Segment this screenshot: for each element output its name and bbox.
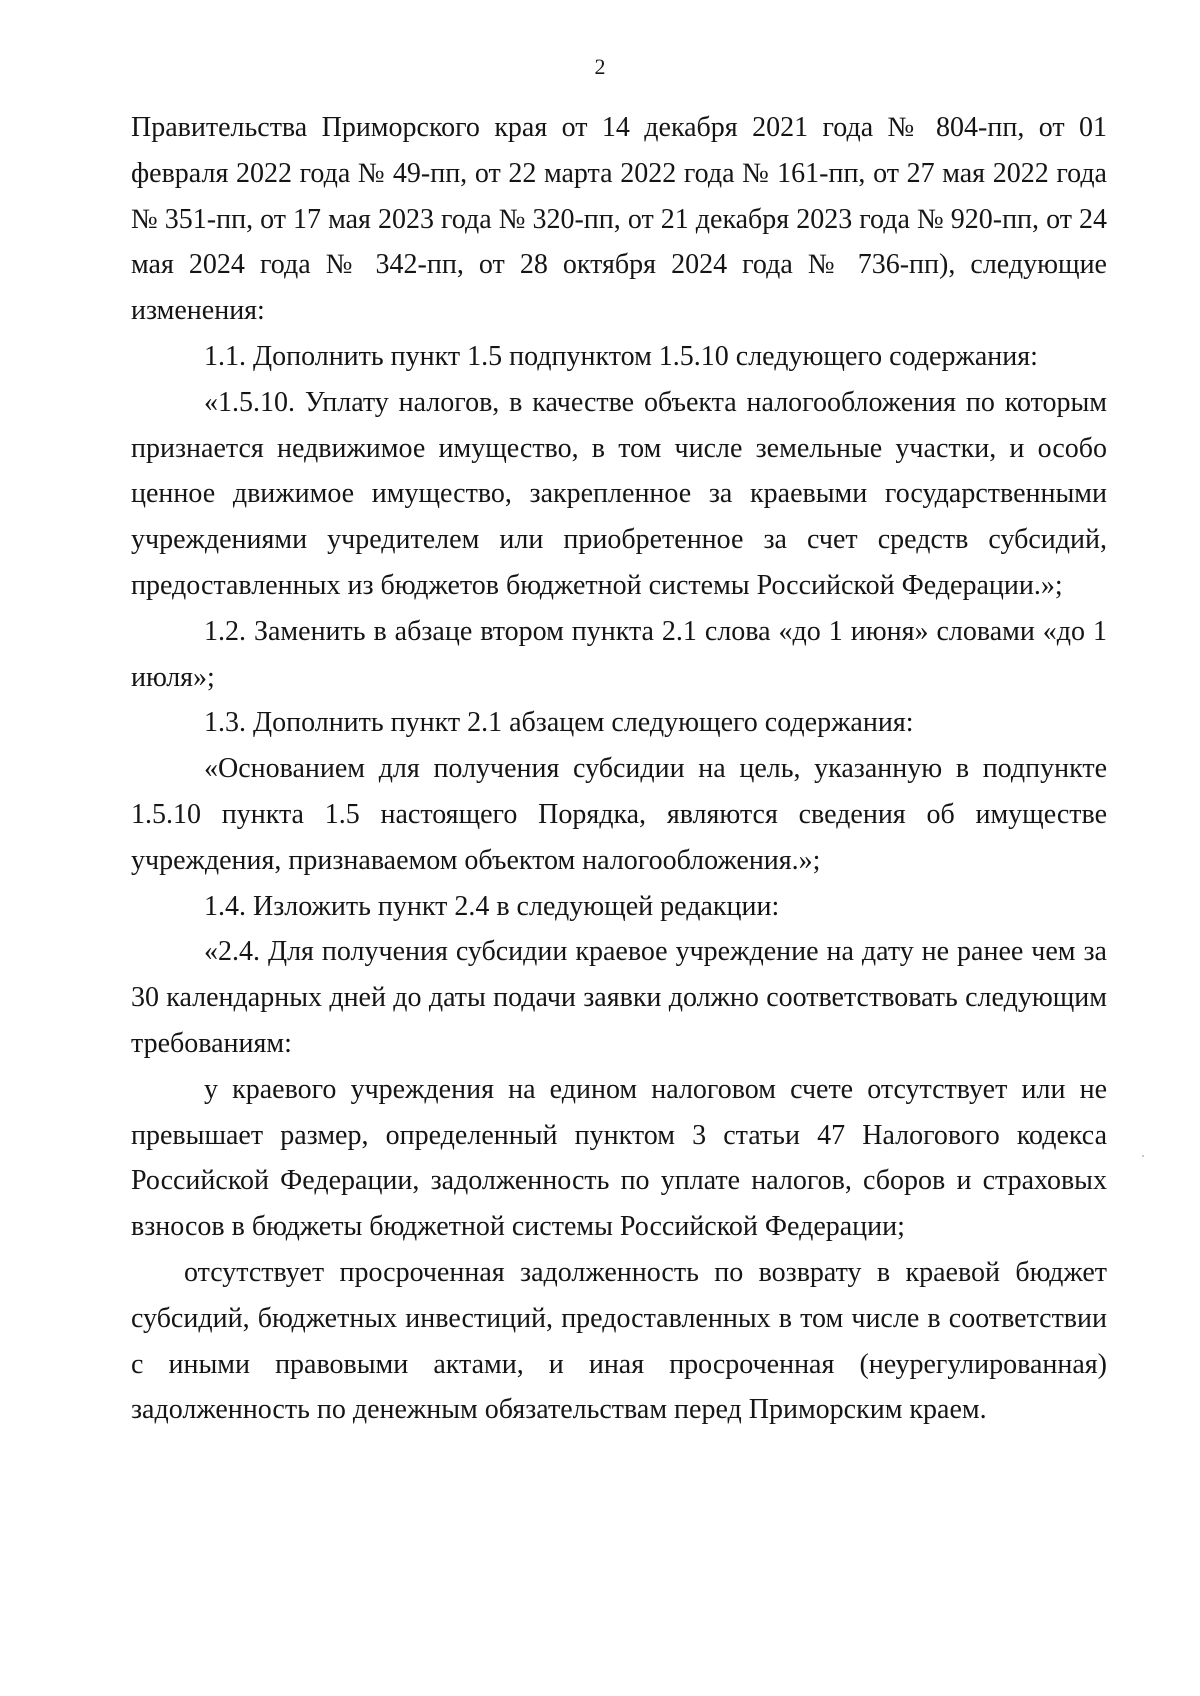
- paragraph-basis-for-subsidy: «Основанием для получения субсидии на цель, указанную в подпункте 1.5.10 пункта 1.5 настоящего Порядка, являются сведения об имуществе учреждения, признаваемом объектом налогообложения.»;: [131, 753, 1107, 876]
- page-number: 2: [594, 54, 606, 79]
- paragraph-overdue-debt-requirement: отсутствует просроченная задолженность по возврату в краевой бюджет субсидий, бюджетных инвестиций, предоставленных в том числе в соответствии с иными правовыми актами, и иная просроченная (неурегулированная) задолженность по денежным обязательствам перед Приморским краем.: [131, 1256, 1107, 1426]
- document-body: [131, 105, 1107, 1433]
- paragraph-amendment-1-4: 1.4. Изложить пункт 2.4 в следующей редакции:: [204, 890, 780, 922]
- scan-artifact: [1142, 1155, 1144, 1157]
- paragraph-decree-list-continuation: Правительства Приморского края от 14 декабря 2021 года № 804-пп, от 01 февраля 2022 года № 49-пп, от 22 марта 2022 года № 161-пп, от 27 мая 2022 года № 351-пп, от 17 мая 2023 года № 320-пп, от 21 декабря 2023 года № 920-пп, от 24 мая 2024 года № 342-пп, от 28 октября 2024 года № 736-пп), следующие изменения:: [131, 112, 1107, 327]
- paragraph-clause-2-4: «2.4. Для получения субсидии краевое учреждение на дату не ранее чем за 30 календарных дней до даты подачи заявки должно соответствовать следующим требованиям:: [131, 936, 1107, 1059]
- paragraph-amendment-1-3: 1.3. Дополнить пункт 2.1 абзацем следующего содержания:: [204, 707, 914, 739]
- paragraph-tax-debt-requirement: у краевого учреждения на едином налоговом счете отсутствует или не превышает размер, определенный пунктом 3 статьи 47 Налогового кодекса Российской Федерации, задолженность по уплате налогов, сборов и страховых взносов в бюджеты бюджетной системы Российской Федерации;: [131, 1073, 1107, 1243]
- paragraph-amendment-1-1: 1.1. Дополнить пункт 1.5 подпунктом 1.5.10 следующего содержания:: [204, 340, 1038, 372]
- paragraph-amendment-1-2: 1.2. Заменить в абзаце втором пункта 2.1 слова «до 1 июня» словами «до 1 июля»;: [131, 615, 1107, 693]
- paragraph-subclause-1-5-10: «1.5.10. Уплату налогов, в качестве объекта налогообложения по которым признается недвижимое имущество, в том числе земельные участки, и особо ценное движимое имущество, закрепленное за краевыми государственными учреждениями учредителем или приобретенное за счет средств субсидий, предоставленных из бюджетов бюджетной системы Российской Федерации.»;: [131, 386, 1107, 601]
